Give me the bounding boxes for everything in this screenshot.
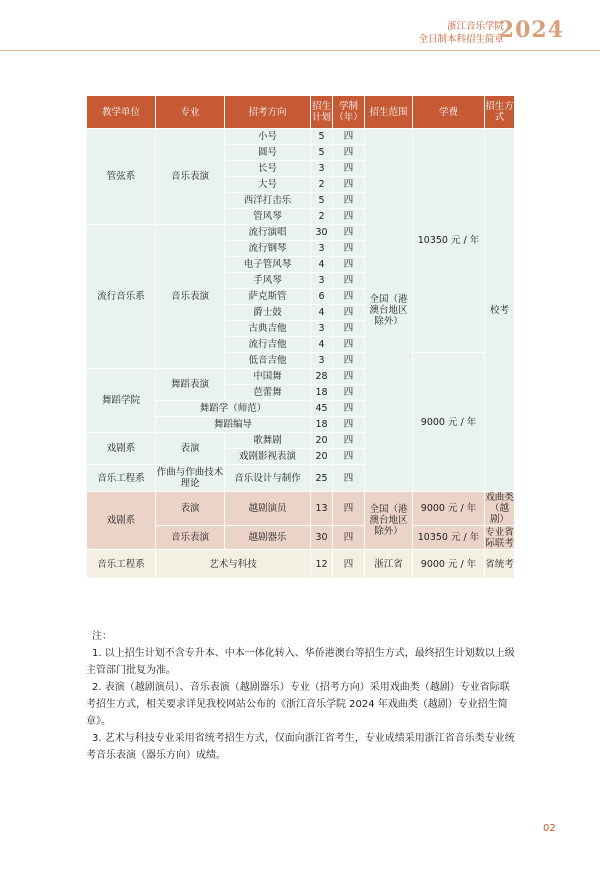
direction-cell: 音乐设计与制作 [225, 465, 311, 492]
table-row [87, 492, 515, 526]
notes-section [86, 628, 518, 764]
plan-cell: 18 [311, 417, 333, 433]
years-cell: 四 [333, 321, 365, 337]
fee-cell: 9000 元 / 年 [413, 353, 485, 492]
header-fee: 学费 [413, 96, 485, 129]
years-cell: 四 [333, 526, 365, 550]
table-header-row [87, 96, 515, 129]
years-cell: 四 [333, 289, 365, 305]
direction-cell: 中国舞 [225, 369, 311, 385]
plan-cell: 3 [311, 241, 333, 257]
direction-cell: 长号 [225, 161, 311, 177]
plan-cell: 6 [311, 289, 333, 305]
header-subtitle: 全日制本科招生简章 [418, 34, 504, 45]
years-cell: 四 [333, 492, 365, 526]
header-title [418, 20, 504, 46]
unit-cell: 音乐工程系 [87, 465, 156, 492]
scope-cell: 浙江省 [365, 550, 413, 579]
plan-cell: 4 [311, 305, 333, 321]
plan-cell: 18 [311, 385, 333, 401]
direction-cell: 低音吉他 [225, 353, 311, 369]
plan-cell: 3 [311, 161, 333, 177]
plan-cell: 4 [311, 337, 333, 353]
header-direction: 招考方向 [225, 96, 311, 129]
fee-cell: 10350 元 / 年 [413, 526, 485, 550]
unit-cell: 戏剧系 [87, 433, 156, 465]
header-major: 专业 [156, 96, 225, 129]
plan-cell: 25 [311, 465, 333, 492]
plan-cell: 13 [311, 492, 333, 526]
years-cell: 四 [333, 209, 365, 225]
major-cell: 音乐表演 [156, 129, 225, 225]
years-cell: 四 [333, 225, 365, 241]
page-header [0, 0, 600, 52]
notes-title: 注： [92, 631, 112, 642]
years-cell: 四 [333, 273, 365, 289]
header-years: 学制（年） [333, 96, 365, 129]
years-cell: 四 [333, 145, 365, 161]
unit-cell: 戏剧系 [87, 492, 156, 550]
years-cell: 四 [333, 129, 365, 145]
header-plan: 招生计划 [311, 96, 333, 129]
fee-cell: 10350 元 / 年 [413, 129, 485, 353]
method-cell: 校考 [485, 129, 515, 492]
years-cell: 四 [333, 337, 365, 353]
direction-cell: 圆号 [225, 145, 311, 161]
plan-cell: 12 [311, 550, 333, 579]
table-row [87, 129, 515, 145]
direction-cell: 流行吉他 [225, 337, 311, 353]
major-cell: 艺术与科技 [156, 550, 311, 579]
method-cell: 专业省际联考 [485, 526, 514, 549]
major-cell: 音乐表演 [156, 225, 225, 369]
direction-cell: 戏剧影视表演 [225, 449, 311, 465]
direction-cell: 芭蕾舞 [225, 385, 311, 401]
plan-cell: 30 [311, 526, 333, 550]
header-method: 招生方式 [485, 96, 515, 129]
plan-cell: 2 [311, 209, 333, 225]
plan-cell: 30 [311, 225, 333, 241]
fee-cell: 9000 元 / 年 [413, 550, 485, 579]
plan-cell: 5 [311, 193, 333, 209]
direction-cell: 越剧器乐 [225, 526, 311, 550]
plan-cell: 45 [311, 401, 333, 417]
plan-cell: 28 [311, 369, 333, 385]
direction-cell: 手风琴 [225, 273, 311, 289]
plan-cell: 20 [311, 433, 333, 449]
plan-cell: 5 [311, 145, 333, 161]
header-divider [0, 50, 600, 51]
years-cell: 四 [333, 550, 365, 579]
major-cell: 音乐表演 [156, 526, 225, 550]
plan-cell: 5 [311, 129, 333, 145]
plan-cell: 3 [311, 273, 333, 289]
direction-cell: 管风琴 [225, 209, 311, 225]
fee-cell: 9000 元 / 年 [413, 492, 485, 526]
years-cell: 四 [333, 433, 365, 449]
years-cell: 四 [333, 385, 365, 401]
direction-cell: 小号 [225, 129, 311, 145]
plan-cell: 3 [311, 321, 333, 337]
direction-cell: 爵士鼓 [225, 305, 311, 321]
years-cell: 四 [333, 241, 365, 257]
direction-cell: 越剧演员 [225, 492, 311, 526]
unit-cell: 流行音乐系 [87, 225, 156, 369]
page-number: 02 [543, 823, 556, 834]
years-cell: 四 [333, 465, 365, 492]
years-cell: 四 [333, 257, 365, 273]
header-year: 2024 [498, 17, 564, 43]
direction-cell: 歌舞剧 [225, 433, 311, 449]
header-scope: 招生范围 [365, 96, 413, 129]
direction-cell: 西洋打击乐 [225, 193, 311, 209]
plan-cell: 20 [311, 449, 333, 465]
years-cell: 四 [333, 161, 365, 177]
direction-cell: 流行演唱 [225, 225, 311, 241]
major-cell: 作曲与作曲技术理论 [156, 465, 225, 492]
note-item: 3. 艺术与科技专业采用省统考招生方式，仅面向浙江省考生，专业成绩采用浙江省音乐类专业统考音乐表演（器乐方向）成绩。 [86, 733, 515, 761]
direction-cell: 电子管风琴 [225, 257, 311, 273]
major-cell: 表演 [156, 492, 225, 526]
note-item: 1. 以上招生计划不含专升本、中本一体化转入、华侨港澳台等招生方式，最终招生计划数以上级主管部门批复为准。 [86, 648, 515, 676]
major-cell: 表演 [156, 433, 225, 465]
years-cell: 四 [333, 369, 365, 385]
major-cell: 舞蹈学（师范） [156, 401, 311, 417]
plan-cell: 2 [311, 177, 333, 193]
note-item: 2. 表演（越剧演员）、音乐表演（越剧器乐）专业（招考方向）采用戏曲类（越剧）专业省际联考招生方式，相关要求详见我校网站公布的《浙江音乐学院 2024 年戏曲类（越剧）专业招生简章》。 [86, 682, 510, 727]
table-row [87, 550, 515, 579]
scope-cell: 全国（港澳台地区除外） [365, 492, 413, 550]
unit-cell: 管弦系 [87, 129, 156, 225]
years-cell: 四 [333, 401, 365, 417]
years-cell: 四 [333, 417, 365, 433]
years-cell: 四 [333, 353, 365, 369]
major-cell: 舞蹈表演 [156, 369, 225, 401]
plan-cell: 3 [311, 353, 333, 369]
plan-cell: 4 [311, 257, 333, 273]
method-cell: 戏曲类（越剧） [485, 492, 514, 525]
years-cell: 四 [333, 193, 365, 209]
direction-cell: 大号 [225, 177, 311, 193]
direction-cell: 流行钢琴 [225, 241, 311, 257]
years-cell: 四 [333, 449, 365, 465]
direction-cell: 萨克斯管 [225, 289, 311, 305]
header-unit: 教学单位 [87, 96, 156, 129]
method-cell: 省统考 [485, 550, 515, 579]
unit-cell: 舞蹈学院 [87, 369, 156, 433]
unit-cell: 音乐工程系 [87, 550, 156, 579]
header-school-name: 浙江音乐学院 [446, 21, 504, 32]
years-cell: 四 [333, 305, 365, 321]
direction-cell: 古典吉他 [225, 321, 311, 337]
admission-plan-table [86, 95, 515, 579]
years-cell: 四 [333, 177, 365, 193]
major-cell: 舞蹈编导 [156, 417, 311, 433]
scope-cell: 全国（港澳台地区除外） [365, 129, 413, 492]
